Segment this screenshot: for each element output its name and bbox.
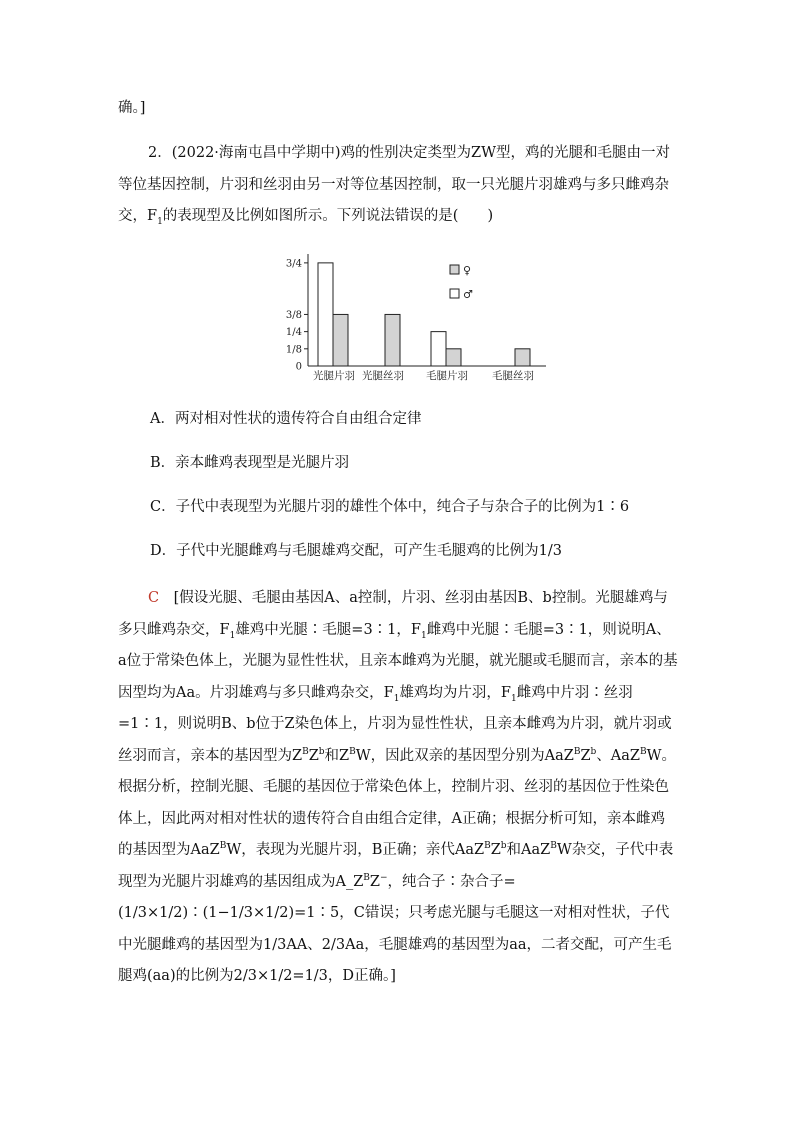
answer-text: Z — [490, 842, 501, 858]
subscript: 1 — [420, 630, 427, 641]
top-fragment: 确。] — [118, 100, 146, 116]
question-text-1: 鸡的性别决定类型为ZW型，鸡的光腿和毛腿由一对等位基因控制，片羽和丝羽由另一对等位基因控制，取一只光腿片羽雄鸡与多只雌鸡杂交，F — [118, 145, 671, 224]
question-text-2: 的表现型及比例如图所示。下列说法错误的是( ) — [162, 208, 494, 224]
superscript: − — [380, 872, 388, 883]
bar-chart — [278, 250, 548, 385]
x-tick-label: 光腿片羽 — [313, 370, 355, 382]
superscript: B — [640, 746, 647, 757]
answer-text: Z — [308, 747, 319, 764]
answer-text: 雌鸡中光腿∶毛腿=3∶1，则说明A、a位于常染色体上，光腿为显性性状，且亲本雌鸡为光腿，就光腿或毛腿而言，亲本的基因型均为Aa。片羽雄鸡与多只雌鸡杂交，F — [118, 621, 678, 701]
option-c: C．子代中表现型为光腿片羽的雄性个体中，纯合子与杂合子的比例为1∶6 — [150, 499, 630, 515]
answer-text: 和AaZ — [506, 842, 551, 858]
subscript: 1 — [229, 630, 236, 641]
x-tick-label: 光腿丝羽 — [362, 370, 404, 382]
y-tick-label: 3/4 — [285, 258, 302, 270]
subscript: 1 — [510, 693, 517, 704]
answer-text: 雌鸡中片羽∶丝羽=1∶1，则说明B、b位于Z染色体上，片羽为显性性状，且亲本雌鸡为片羽，就片羽或丝羽而言，亲本的基因型为Z — [118, 684, 672, 764]
superscript: B — [550, 841, 557, 852]
answer-letter: C — [148, 590, 160, 606]
x-tick-label: 毛腿片羽 — [426, 370, 468, 382]
answer-text: 雄鸡均为片羽，F — [399, 684, 511, 701]
answer-text: Z — [580, 747, 591, 764]
superscript: B — [219, 841, 227, 852]
option-a: A．两对相对性状的遗传符合自由组合定律 — [150, 411, 422, 427]
answer-text: 和Z — [324, 747, 350, 764]
option-d: D．子代中光腿雌鸡与毛腿雄鸡交配，可产生毛腿鸡的比例为1/3 — [150, 543, 562, 559]
bar-female — [515, 349, 530, 366]
legend-swatch — [450, 265, 459, 274]
bar-male — [318, 263, 333, 366]
question-stem — [118, 138, 678, 233]
question-number: 2． — [148, 145, 172, 161]
answer-text: ，纯合子∶杂合子=(1/3×1/2)∶(1−1/3×1/2)=1∶5，C错误；只考虑光腿与毛腿这一对相对性状，子代中光腿雌鸡的基因型为1/3AA、2/3Aa，毛腿雄鸡的基因型为aa，二者交配，可产生毛腿鸡(aa)的比例为2/3×1/2=1/3，D正确。] — [118, 873, 672, 984]
bar-female — [333, 314, 348, 366]
option-b: B．亲本雌鸡表现型是光腿片羽 — [150, 455, 350, 471]
legend-swatch — [450, 289, 459, 298]
superscript: B — [302, 746, 309, 757]
answer-text: W，因此双亲的基因型分别为AaZ — [355, 747, 574, 764]
x-tick-label: 毛腿丝羽 — [492, 370, 534, 382]
question-source: (2022·海南屯昌中学期中) — [171, 145, 341, 161]
answer-text: [假设光腿、毛腿由基因A、a控制，片羽、丝羽由基因B、b控制。光腿雄鸡与多只雌鸡杂交，F — [118, 590, 668, 638]
answer-text: 雄鸡中光腿∶毛腿=3∶1，F — [235, 621, 421, 638]
subscript: 1 — [393, 693, 400, 704]
answer-text: W。根据分析，控制光腿、毛腿的基因位于常染色体上，控制片羽、丝羽的基因位于性染色体上，因此两对相对性状的遗传符合自由组合定律，A正确；根据分析可知，亲本雌鸡的基因型为AaZ — [118, 747, 677, 858]
subscript-1: 1 — [157, 216, 163, 227]
bar-female — [385, 314, 400, 366]
superscript: B — [484, 841, 491, 852]
y-tick-label: 1/8 — [285, 344, 302, 356]
answer-explanation — [118, 583, 678, 993]
superscript: B — [349, 746, 356, 757]
legend-label: ♀ — [463, 264, 472, 277]
superscript: B — [573, 746, 581, 757]
superscript: B — [363, 872, 370, 883]
superscript: b — [500, 841, 507, 852]
y-tick-label: 0 — [295, 361, 302, 373]
answer-text: W，表现为光腿片羽，B正确；亲代AaZ — [226, 842, 485, 858]
legend-label: ♂ — [463, 288, 473, 301]
answer-text: 、AaZ — [596, 747, 641, 764]
superscript: b — [590, 746, 597, 757]
answer-text: Z — [369, 873, 380, 890]
y-tick-label: 1/4 — [285, 327, 302, 339]
bar-female — [446, 349, 461, 366]
superscript: b — [318, 746, 325, 757]
answer-text: W杂交，子代中表现型为光腿片羽雄鸡的基因组成为A_Z — [118, 842, 674, 890]
bar-male — [431, 332, 446, 366]
y-tick-label: 3/8 — [285, 309, 302, 321]
